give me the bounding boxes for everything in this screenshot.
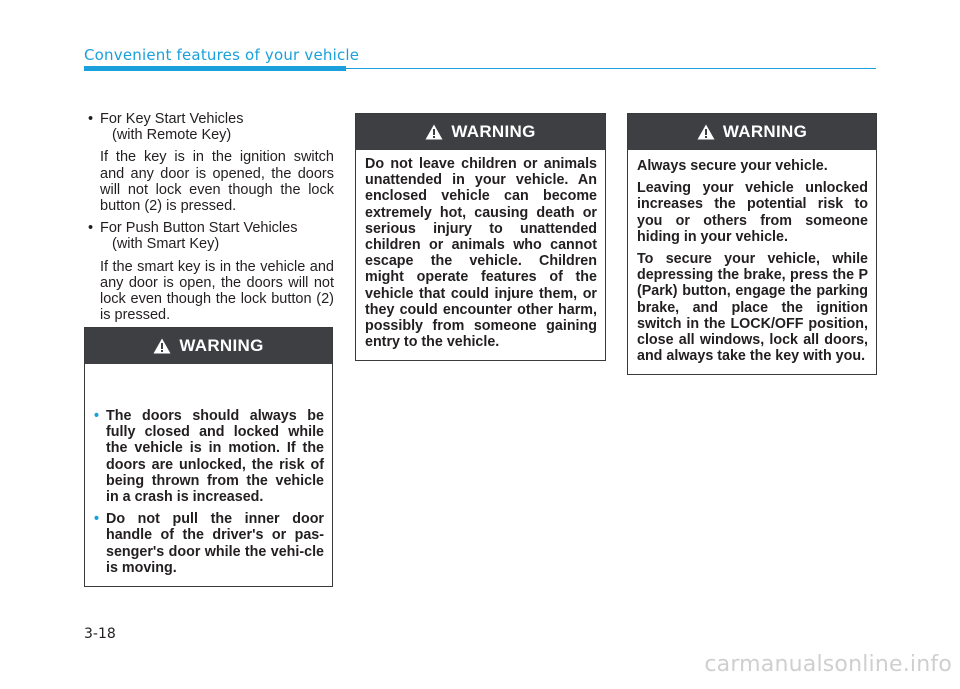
warning-body — [628, 150, 876, 374]
warning-header — [628, 114, 876, 150]
warning-box-doors — [84, 327, 333, 587]
warning-triangle-icon — [425, 124, 443, 140]
intro-item-title: • For Push Button Start Vehicles — [100, 220, 298, 237]
section-title: Convenient features of your vehicle — [84, 46, 360, 64]
warning-text: Do not leave children or animals unattended in your vehicle. An enclosed vehicle can become extremely hot, causing death or serious injury to unattended children or animals who cannot escape the vehicle. Children might operate features of the vehicle that could injure them, or they could encounter other harm, possibly from someone gaining entry to the vehicle. — [365, 156, 597, 351]
warning-box-children — [355, 113, 606, 361]
intro-item-subtitle: (with Remote Key) — [112, 127, 232, 144]
page-number: 3-18 — [84, 626, 116, 642]
intro-item-title: • For Key Start Vehicles — [100, 111, 244, 127]
warning-triangle-icon — [697, 124, 715, 140]
watermark: carmanualsonline.info — [704, 652, 952, 677]
intro-item-text: If the smart key is in the vehicle and any door is open, the doors will not lock even though the lock button (2) is pressed. — [100, 258, 334, 324]
intro-item-push-button — [88, 220, 334, 252]
intro-item-subtitle: (with Smart Key) — [112, 236, 220, 253]
warning-paragraph: Always secure your vehicle. — [637, 158, 828, 174]
warning-body — [356, 150, 605, 360]
warning-label: WARNING — [179, 336, 264, 355]
header-rule-thick — [84, 66, 346, 71]
warning-bullet: • The doors should always be fully closed and locked while the vehicle is in motion. If the doors are unlocked, the risk of being thrown from the vehicle in a crash is increased. — [94, 408, 324, 505]
warning-paragraph: To secure your vehicle, while depressing the brake, press the P (Park) button, engage the parking brake, and place the ignition switch in the LOCK/OFF position, close all windows, lock all doors, and always take the key with you. — [637, 251, 868, 365]
intro-column — [88, 111, 334, 323]
warning-box-secure — [627, 113, 877, 375]
intro-item-key-start — [88, 111, 334, 143]
warning-header — [85, 328, 332, 364]
warning-label: WARNING — [451, 122, 536, 141]
warning-label: WARNING — [722, 122, 808, 141]
header-rule-thin — [346, 68, 876, 69]
warning-bullet: • Do not pull the inner door handle of the driver's or pas-senger's door while the vehi-cle is moving. — [94, 511, 324, 576]
warning-body — [85, 364, 332, 586]
warning-triangle-icon — [153, 338, 171, 354]
warning-paragraph: Leaving your vehicle unlocked increases the potential risk to you or others from someone hiding in your vehicle. — [637, 180, 868, 245]
intro-item-text: If the key is in the ignition switch and any door is opened, the doors will not lock even though the lock button (2) is pressed. — [100, 149, 334, 215]
warning-header — [356, 114, 605, 150]
